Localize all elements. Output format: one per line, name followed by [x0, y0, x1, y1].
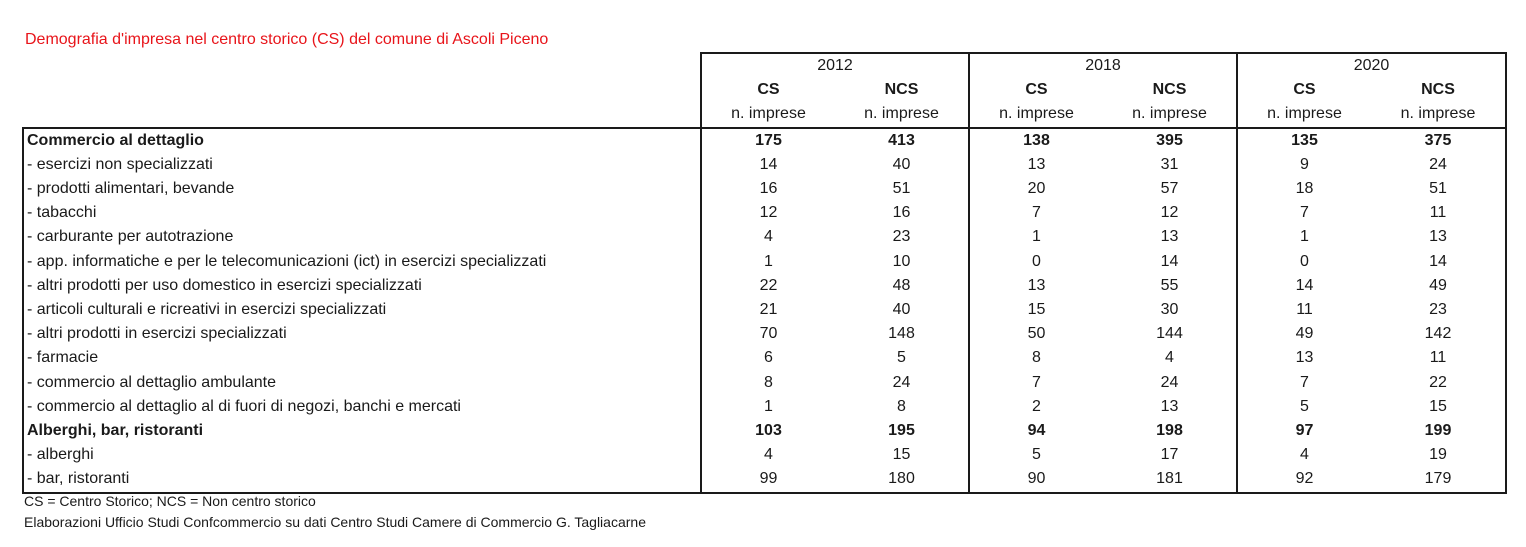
value-cell: 12 — [701, 201, 835, 225]
value-cell: 20 — [969, 177, 1103, 201]
table-row — [23, 274, 1506, 298]
value-cell: 4 — [1165, 349, 1174, 367]
value-cell: 7 — [1237, 371, 1371, 395]
value-cell: 97 — [1237, 419, 1371, 443]
value-cell: 49 — [1371, 274, 1506, 298]
subcategory-label: - carburante per autotrazione — [23, 225, 701, 249]
value-cell: 31 — [1160, 155, 1179, 173]
value-cell: 11 — [1237, 298, 1371, 322]
value-cell: 23 — [1371, 298, 1506, 322]
value-cell: 55 — [1160, 276, 1179, 294]
value-cell: 23 — [892, 228, 911, 246]
area-header: NCS — [884, 81, 919, 99]
value-cell: 48 — [892, 276, 911, 294]
table-row — [23, 395, 1506, 419]
table-row — [23, 371, 1506, 395]
value-cell: 1 — [701, 250, 835, 274]
value-cell: 40 — [892, 301, 911, 319]
year-header-2012: 2012 — [701, 53, 969, 78]
value-cell: 199 — [1371, 419, 1506, 443]
abbreviation-note: CS = Centro Storico; NCS = Non centro storico — [24, 493, 316, 509]
value-cell: 8 — [969, 346, 1103, 370]
value-cell: 144 — [1156, 325, 1183, 343]
value-cell: 13 — [1160, 228, 1179, 246]
value-cell: 198 — [1156, 422, 1183, 440]
value-cell: 11 — [1371, 201, 1506, 225]
year-header-2018: 2018 — [969, 53, 1237, 78]
value-cell: 138 — [969, 128, 1103, 153]
subcategory-label: - alberghi — [23, 443, 701, 467]
value-cell: 22 — [701, 274, 835, 298]
value-cell: 6 — [701, 346, 835, 370]
value-cell: 413 — [835, 128, 969, 153]
unit-header: n. imprese — [701, 102, 835, 127]
value-cell: 94 — [969, 419, 1103, 443]
value-cell: 180 — [835, 467, 969, 492]
value-cell: 57 — [1160, 180, 1179, 198]
table-row — [23, 177, 1506, 201]
value-cell: 179 — [1371, 467, 1506, 492]
category-label: Alberghi, bar, ristoranti — [23, 419, 701, 443]
unit-header: n. imprese — [864, 105, 939, 123]
value-cell: 7 — [969, 371, 1103, 395]
table-row — [23, 443, 1506, 467]
value-cell: 12 — [1160, 204, 1179, 222]
table-row — [23, 128, 1506, 153]
unit-header-row — [23, 102, 1506, 127]
table-row — [23, 225, 1506, 249]
value-cell: 16 — [701, 177, 835, 201]
table-row — [23, 250, 1506, 274]
value-cell: 181 — [1103, 467, 1237, 492]
subcategory-label: - commercio al dettaglio al di fuori di negozi, banchi e mercati — [23, 395, 701, 419]
value-cell: 7 — [1237, 201, 1371, 225]
table-row — [23, 153, 1506, 177]
subcategory-label: - commercio al dettaglio ambulante — [23, 371, 701, 395]
subcategory-label: - farmacie — [23, 346, 701, 370]
value-cell: 13 — [1371, 225, 1506, 249]
value-cell: 51 — [892, 180, 911, 198]
value-cell: 24 — [892, 373, 911, 391]
area-header-row — [23, 78, 1506, 102]
source-note: Elaborazioni Ufficio Studi Confcommercio su dati Centro Studi Camere di Commercio G. Tagliacarne — [24, 514, 646, 530]
value-cell: 148 — [888, 325, 915, 343]
table-row — [23, 467, 1506, 492]
value-cell: 14 — [1160, 252, 1179, 270]
value-cell: 30 — [1160, 301, 1179, 319]
enterprise-demography-table — [22, 52, 1507, 494]
table-row — [23, 346, 1506, 370]
value-cell: 14 — [701, 153, 835, 177]
value-cell: 4 — [701, 225, 835, 249]
value-cell: 5 — [1237, 395, 1371, 419]
value-cell: 4 — [701, 443, 835, 467]
year-header-2020: 2020 — [1237, 53, 1506, 78]
subcategory-label: - esercizi non specializzati — [23, 153, 701, 177]
value-cell: 8 — [701, 371, 835, 395]
value-cell: 13 — [969, 153, 1103, 177]
value-cell: 4 — [1237, 443, 1371, 467]
unit-header: n. imprese — [1237, 102, 1371, 127]
table-body — [23, 128, 1506, 493]
value-cell: 395 — [1103, 128, 1237, 153]
value-cell: 5 — [897, 349, 906, 367]
value-cell: 51 — [1371, 177, 1506, 201]
table-row — [23, 298, 1506, 322]
subcategory-label: - altri prodotti in esercizi specializzati — [23, 322, 701, 346]
subcategory-label: - articoli culturali e ricreativi in esercizi specializzati — [23, 298, 701, 322]
value-cell: 17 — [1160, 446, 1179, 464]
year-header-row — [23, 53, 1506, 78]
value-cell: 24 — [1160, 373, 1179, 391]
value-cell: 1 — [969, 225, 1103, 249]
value-cell: 18 — [1237, 177, 1371, 201]
value-cell: 7 — [969, 201, 1103, 225]
value-cell: 15 — [1371, 395, 1506, 419]
subcategory-label: - altri prodotti per uso domestico in esercizi specializzati — [23, 274, 701, 298]
value-cell: 24 — [1371, 153, 1506, 177]
value-cell: 14 — [1371, 250, 1506, 274]
table-title: Demografia d'impresa nel centro storico (CS) del comune di Ascoli Piceno — [25, 31, 549, 48]
value-cell: 9 — [1237, 153, 1371, 177]
value-cell: 13 — [1160, 397, 1179, 415]
value-cell: 2 — [969, 395, 1103, 419]
value-cell: 22 — [1371, 371, 1506, 395]
table-row — [23, 419, 1506, 443]
value-cell: 15 — [892, 446, 911, 464]
value-cell: 21 — [701, 298, 835, 322]
value-cell: 19 — [1371, 443, 1506, 467]
subcategory-label: - tabacchi — [23, 201, 701, 225]
value-cell: 135 — [1237, 128, 1371, 153]
value-cell: 40 — [892, 155, 911, 173]
area-header: CS — [969, 78, 1103, 102]
subcategory-label: - bar, ristoranti — [23, 467, 701, 492]
value-cell: 142 — [1371, 322, 1506, 346]
subcategory-label: - prodotti alimentari, bevande — [23, 177, 701, 201]
value-cell: 10 — [892, 252, 911, 270]
area-header: NCS — [1371, 78, 1506, 102]
value-cell: 70 — [701, 322, 835, 346]
value-cell: 14 — [1237, 274, 1371, 298]
table-row — [23, 322, 1506, 346]
unit-header: n. imprese — [969, 102, 1103, 127]
value-cell: 49 — [1237, 322, 1371, 346]
unit-header: n. imprese — [1371, 102, 1506, 127]
value-cell: 5 — [969, 443, 1103, 467]
value-cell: 103 — [701, 419, 835, 443]
value-cell: 90 — [969, 467, 1103, 492]
value-cell: 0 — [969, 250, 1103, 274]
value-cell: 99 — [701, 467, 835, 492]
unit-header: n. imprese — [1132, 105, 1207, 123]
area-header: CS — [1237, 78, 1371, 102]
value-cell: 0 — [1237, 250, 1371, 274]
area-header: NCS — [1152, 81, 1187, 99]
value-cell: 16 — [892, 204, 911, 222]
value-cell: 13 — [969, 274, 1103, 298]
value-cell: 15 — [969, 298, 1103, 322]
value-cell: 375 — [1371, 128, 1506, 153]
value-cell: 1 — [1237, 225, 1371, 249]
value-cell: 8 — [897, 397, 906, 415]
value-cell: 92 — [1237, 467, 1371, 492]
value-cell: 175 — [701, 128, 835, 153]
value-cell: 195 — [888, 422, 915, 440]
category-label: Commercio al dettaglio — [23, 128, 701, 153]
value-cell: 13 — [1237, 346, 1371, 370]
subcategory-label: - app. informatiche e per le telecomunicazioni (ict) in esercizi specializzati — [23, 250, 701, 274]
value-cell: 1 — [701, 395, 835, 419]
area-header: CS — [701, 78, 835, 102]
value-cell: 11 — [1371, 346, 1506, 370]
table-row — [23, 201, 1506, 225]
value-cell: 50 — [969, 322, 1103, 346]
